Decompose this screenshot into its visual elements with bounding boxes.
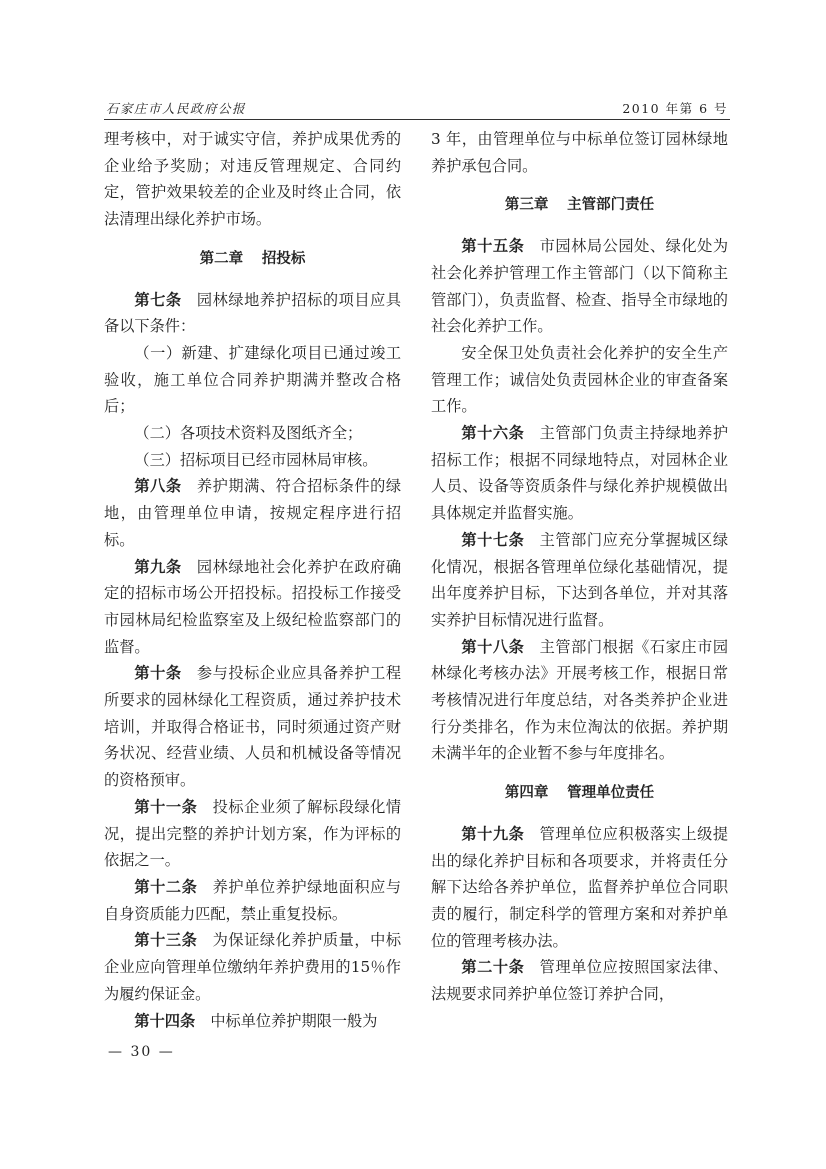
article-label: 第十七条	[461, 530, 525, 549]
article-text: 参与投标企业应具备养护工程所要求的园林绿化工程资质，通过养护技术培训，并取得合格证书，同时须通过资产财务状况、经营业绩、人员和机械设备等情况的资格预审。	[104, 664, 402, 790]
article-label: 第七条	[134, 290, 182, 309]
article-text: 中标单位养护期限一般为	[210, 1011, 378, 1030]
article-label: 第八条	[134, 477, 182, 496]
article-text: 主管部门应充分掌握城区绿化情况，根据各管理单位绿化基础情况，提出年度养护目标，下达到各单位，并对其落实养护目标情况进行监督。	[431, 530, 729, 629]
article-text: 主管部门根据《石家庄市园林绿化考核办法》开展考核工作，根据日常考核情况进行年度总结，对各类养护企业进行分类排名，作为末位淘汰的依据。养护期未满半年的企业暂不参与年度排名。	[431, 637, 729, 763]
article-label: 第十五条	[461, 237, 525, 256]
article-text: 管理单位应积极落实上级提出的绿化养护目标和各项要求，并将责任分解下达给各养护单位，监督养护单位合同职责的履行，制定科学的管理方案和对养护单位的管理考核办法。	[431, 824, 729, 950]
chapter-title: 管理单位责任	[567, 785, 655, 802]
right-column	[431, 126, 728, 1008]
article	[431, 821, 728, 955]
article-label: 第十二条	[134, 877, 198, 896]
article-text: 养护单位养护绿地面积应与自身资质能力匹配，禁止重复投标。	[104, 877, 402, 923]
article-label: 第十九条	[461, 824, 525, 843]
article	[431, 634, 728, 768]
publication-title: 石家庄市人民政府公报	[106, 101, 247, 116]
chapter-number: 第四章	[504, 785, 549, 802]
article	[431, 420, 728, 527]
article-label: 第九条	[134, 557, 182, 576]
running-header	[104, 95, 730, 120]
article-label: 第十四条	[134, 1011, 196, 1030]
article-text: 市园林局公园处、绿化处为社会化养护管理工作主管部门（以下简称主管部门），负责监督、检查、指导全市绿地的社会化养护工作。	[431, 237, 729, 336]
article	[104, 874, 401, 927]
article-label: 第十一条	[134, 797, 198, 816]
left-column	[104, 126, 401, 1034]
article	[104, 927, 401, 1007]
chapter-number: 第二章	[199, 250, 244, 267]
continued-paragraph: 3 年，由管理单位与中标单位签订园林绿地养护承包合同。	[431, 130, 728, 175]
article-text: 园林绿地社会化养护在政府确定的招标市场公开招投标。招投标工作接受市园林局纪检监察室及上级纪检监察部门的监督。	[104, 557, 402, 656]
article	[431, 954, 728, 1007]
page-number: — 30 —	[108, 1044, 175, 1060]
article-text: 养护期满、符合招标条件的绿地，由管理单位申请，按规定程序进行招标。	[104, 477, 402, 549]
article	[431, 527, 728, 634]
chapter-number: 第三章	[504, 197, 549, 214]
list-item: （一）新建、扩建绿化项目已通过竣工验收，施工单位合同养护期满并整改合格后；	[104, 343, 401, 416]
article-text: 投标企业须了解标段绿化情况，提出完整的养护计划方案，作为评标的依据之一。	[104, 797, 402, 870]
article-label: 第十六条	[461, 424, 525, 443]
article	[104, 1008, 401, 1035]
article	[431, 233, 728, 340]
article-text: 园林绿地养护招标的项目应具备以下条件：	[104, 290, 402, 336]
article-label: 第十三条	[134, 931, 198, 950]
article	[104, 287, 401, 340]
article-text: 为保证绿化养护质量，中标企业应向管理单位缴纳年养护费用的15％作为履约保证金。	[104, 931, 402, 1003]
article	[104, 660, 401, 794]
article-label: 第二十条	[461, 958, 525, 977]
article-label: 第十八条	[461, 637, 525, 656]
chapter-title: 招投标	[261, 250, 306, 267]
list-item: （二）各项技术资料及图纸齐全；	[134, 424, 363, 443]
article	[104, 794, 401, 874]
article-label: 第十条	[134, 664, 182, 683]
chapter-title: 主管部门责任	[567, 197, 655, 214]
chapter-heading	[431, 780, 728, 807]
list-item: （三）招标项目已经市园林局审核。	[134, 450, 378, 469]
issue-number: 2010 年第 6 号	[622, 101, 728, 116]
chapter-heading	[431, 192, 728, 219]
chapter-heading	[104, 246, 401, 273]
article-text: 管理单位应按照国家法律、法规要求同养护单位签订养护合同，	[431, 958, 729, 1004]
article	[104, 554, 401, 661]
article-text: 主管部门负责主持绿地养护招标工作；根据不同绿地特点，对园林企业人员、设备等资质条件与绿化养护规模做出具体规定并监督实施。	[431, 424, 729, 523]
paragraph: 安全保卫处负责社会化养护的安全生产管理工作；诚信处负责园林企业的审查备案工作。	[431, 343, 728, 416]
article	[104, 473, 401, 553]
intro-paragraph: 理考核中，对于诚实守信，养护成果优秀的企业给予奖励；对违反管理规定、合同约定，管护效果较差的企业及时终止合同，依法清理出绿化养护市场。	[104, 130, 401, 229]
